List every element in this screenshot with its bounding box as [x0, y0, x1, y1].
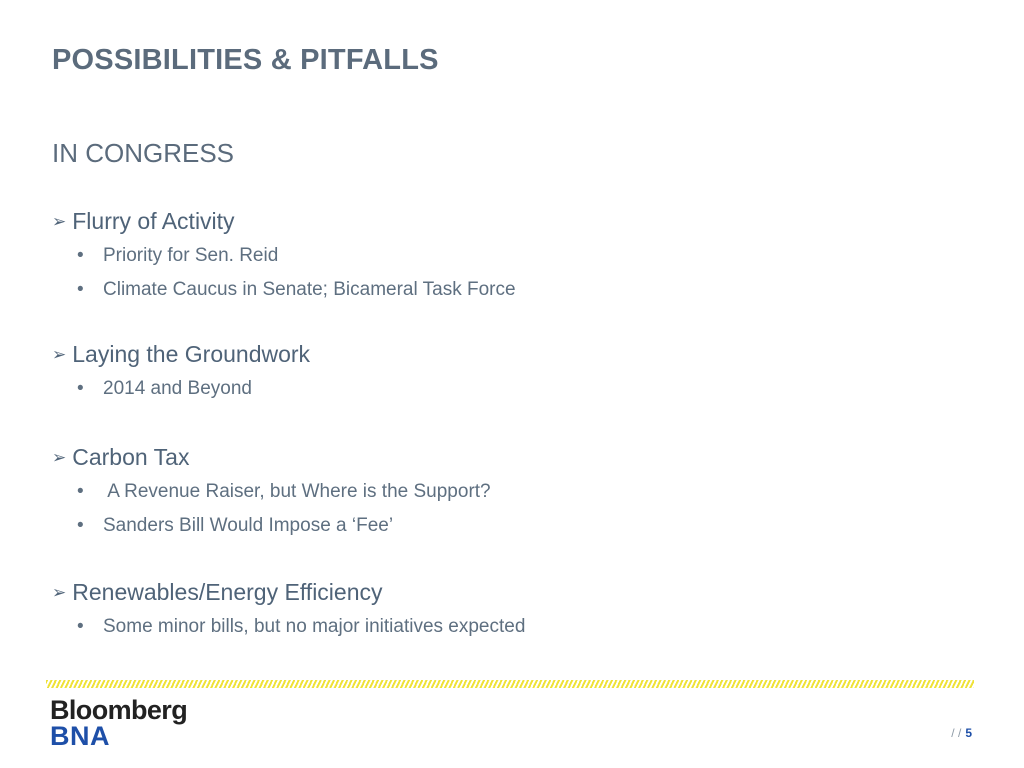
bloomberg-bna-logo — [50, 695, 188, 751]
page-number — [951, 726, 972, 740]
arrow-bullet-icon: ➢ — [52, 345, 67, 364]
bullet-icon: • — [77, 616, 84, 637]
list-item-flurry — [52, 208, 235, 235]
bullet-icon: • — [77, 245, 84, 266]
item-label: Flurry of Activity — [72, 208, 235, 234]
sub-item — [77, 279, 516, 301]
item-label: Carbon Tax — [72, 444, 190, 470]
bullet-icon: • — [77, 279, 84, 300]
sub-item — [77, 481, 491, 503]
arrow-bullet-icon: ➢ — [52, 583, 67, 602]
sub-item-label: Climate Caucus in Senate; Bicameral Task Force — [103, 279, 516, 300]
list-item-groundwork — [52, 341, 310, 368]
yellow-hatched-divider — [46, 680, 974, 688]
sub-item-label: Priority for Sen. Reid — [103, 245, 279, 266]
page-number-value: 5 — [965, 726, 972, 740]
list-item-renewables — [52, 579, 383, 606]
sub-item-label: 2014 and Beyond — [103, 378, 252, 399]
sub-item-label: Sanders Bill Would Impose a ‘Fee’ — [103, 515, 394, 536]
bullet-icon: • — [77, 481, 84, 502]
logo-line1: Bloomberg — [50, 695, 188, 725]
sub-item — [77, 378, 252, 400]
section-heading: IN CONGRESS — [52, 138, 235, 168]
item-label: Laying the Groundwork — [72, 341, 311, 367]
sub-item-label: Some minor bills, but no major initiatives expected — [103, 616, 526, 637]
sub-item — [77, 515, 393, 537]
list-item-carbon-tax — [52, 444, 189, 471]
sub-item — [77, 616, 525, 638]
logo-line2: BNA — [50, 721, 110, 751]
arrow-bullet-icon: ➢ — [52, 212, 67, 231]
sub-item — [77, 245, 278, 267]
sub-item-label: A Revenue Raiser, but Where is the Support? — [103, 481, 491, 502]
bullet-icon: • — [77, 378, 84, 399]
item-label: Renewables/Energy Efficiency — [72, 579, 383, 605]
page-separator: / / — [951, 726, 962, 740]
slide-title: POSSIBILITIES & PITFALLS — [52, 44, 439, 76]
bullet-icon: • — [77, 515, 84, 536]
arrow-bullet-icon: ➢ — [52, 448, 67, 467]
